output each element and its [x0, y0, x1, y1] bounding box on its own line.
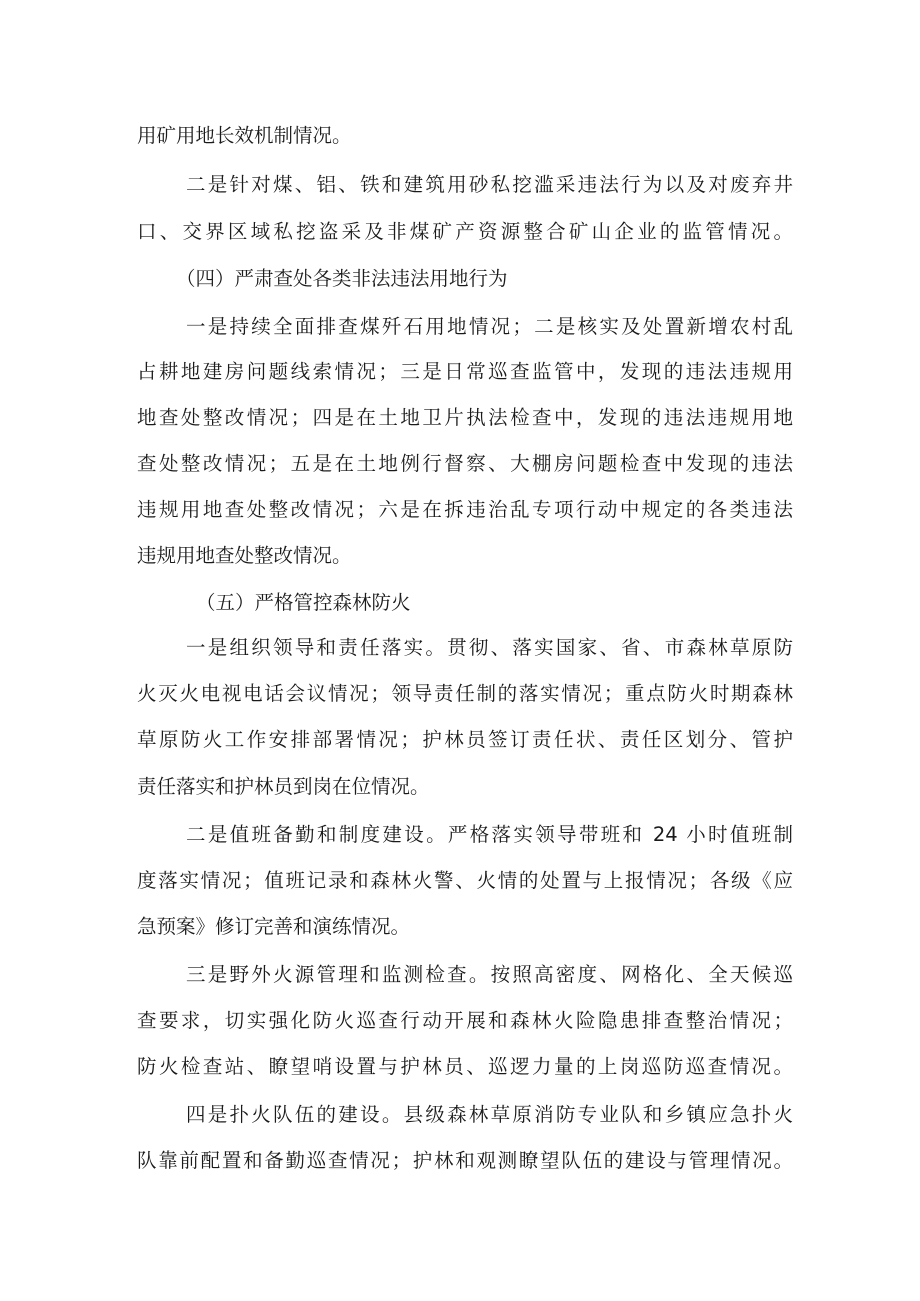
paragraph-line: 急预案》修订完善和演练情况。: [137, 915, 411, 938]
paragraph-line: 一是持续全面排查煤歼石用地情况；二是核实及处置新增农村乱: [186, 315, 793, 338]
paragraph-line: 占耕地建房问题线索情况；三是日常巡查监管中，发现的违法违规用: [137, 360, 793, 383]
paragraph-line: 二是值班备勤和制度建设。严格落实领导带班和 24 小时值班制: [186, 823, 793, 846]
paragraph-line: 防火检查站、瞭望哨设置与护林员、巡逻力量的上岗巡防巡查情况。: [137, 1055, 793, 1078]
paragraph-line: 火灭火电视电话会议情况；领导责任制的落实情况；重点防火时期森林: [137, 682, 793, 705]
paragraph-line: 一是组织领导和责任落实。贯彻、落实国家、省、市森林草原防: [186, 636, 793, 659]
paragraph-line: 队靠前配置和备勤巡查情况；护林和观测瞭望队伍的建设与管理情况。: [137, 1149, 793, 1172]
paragraph-line: 违规用地查处整改情况。: [137, 544, 352, 567]
paragraph-line: 用矿用地长效机制情况。: [137, 124, 352, 147]
paragraph-line: 四是扑火队伍的建设。县级森林草原消防专业队和乡镇应急扑火: [186, 1103, 793, 1126]
paragraph-line: 查要求，切实强化防火巡查行动开展和森林火险隐患排查整治情况；: [137, 1009, 793, 1032]
section-heading: （五）严格管控森林防火: [196, 591, 411, 614]
paragraph-line: 责任落实和护林员到岗在位情况。: [137, 775, 430, 798]
paragraph-line: 口、交界区域私挖盗采及非煤矿产资源整合矿山企业的监管情况。: [137, 220, 793, 243]
paragraph-line: 地查处整改情况；四是在土地卫片执法检查中，发现的违法违规用地: [137, 406, 793, 429]
paragraph-line: 查处整改情况；五是在土地例行督察、大棚房问题检查中发现的违法: [137, 452, 793, 475]
section-heading: （四）严肃查处各类非法违法用地行为: [176, 267, 508, 290]
paragraph-line: 草原防火工作安排部署情况；护林员签订责任状、责任区划分、管护: [137, 728, 793, 751]
paragraph-line: 违规用地查处整改情况；六是在拆违治乱专项行动中规定的各类违法: [137, 498, 793, 521]
paragraph-line: 度落实情况；值班记录和森林火警、火情的处置与上报情况；各级《应: [137, 869, 793, 892]
paragraph-line: 三是野外火源管理和监测检查。按照高密度、网格化、全天候巡: [186, 963, 793, 986]
paragraph-line: 二是针对煤、铝、铁和建筑用砂私挖滥采违法行为以及对废弃井: [186, 173, 793, 196]
